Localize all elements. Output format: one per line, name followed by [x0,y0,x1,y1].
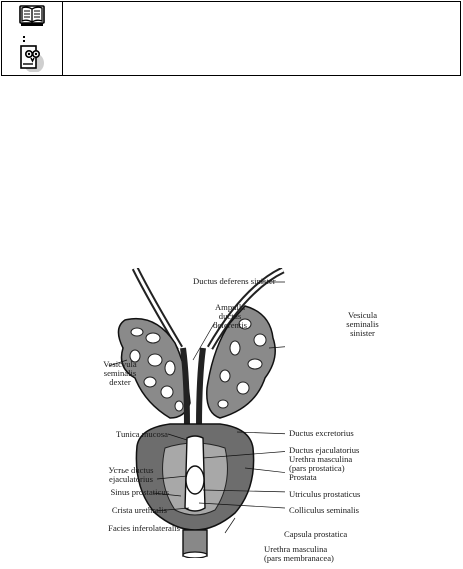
label-vesicula-seminalis-dexter: Vesicvula seminalis dexter [103,359,137,387]
label-urethra-masculina-membranacea: Urethra masculina (pars membranacea) [264,544,334,563]
label-tunica-mucosa: Tunica mucosa [116,429,168,439]
owl-reading-icon [19,36,49,72]
label-colliculus-seminalis: Colliculus seminalis [289,505,359,515]
label-ampulla: Ampulla ductus deferentis [213,302,247,330]
label-urethra-masculina-prostatica: Urethra masculina (pars prostatica) [289,454,353,473]
label-ustye-ductus-ejaculatorius: Устье ductus ejaculatorius [108,465,154,484]
label-vesicula-seminalis-sinister: Vesicula seminalis sinister [346,310,379,338]
label-ductus-ejaculatorius: Ductus ejaculatorius [289,445,360,455]
label-facies-inferolateralis: Facies inferolateralis [108,523,180,533]
label-ductus-deferens-sinister: Ductus deferens sinister [193,276,276,286]
label-prostata: Prostata [289,472,317,482]
label-utriculus-prostaticus: Utriculus prostaticus [289,489,361,499]
label-crista-urethralis: Crista urethralis [111,505,167,515]
header-box [1,1,461,76]
label-ductus-excretorius: Ductus excretorius [289,428,354,438]
header-divider [62,2,63,75]
label-sinus-prostaticus: Sinus prostaticus [110,487,169,497]
label-capsula-prostatica: Capsula prostatica [284,529,348,539]
book-icon [19,4,45,28]
